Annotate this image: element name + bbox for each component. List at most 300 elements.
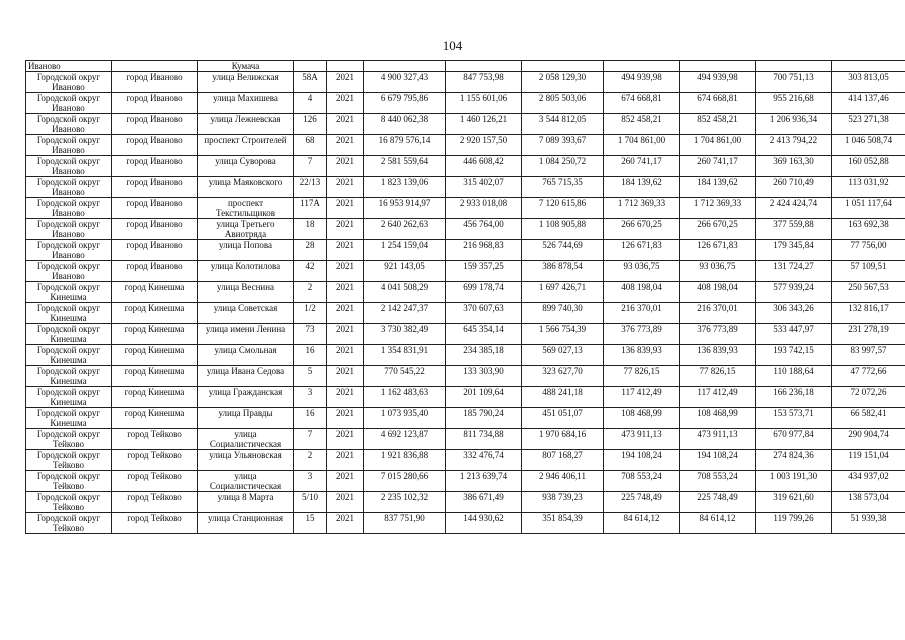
amount-cell: 1 051 117,64: [832, 198, 905, 219]
table-row: [26, 93, 905, 114]
municipality-cell: Городской округ Иваново: [26, 72, 112, 93]
total-cost-cell: 3 730 382,49: [364, 324, 446, 345]
amount-cell: 938 739,23: [522, 492, 604, 513]
amount-cell: 72 072,26: [832, 387, 905, 408]
amount-cell: 231 278,19: [832, 324, 905, 345]
amount-cell: 126 671,83: [604, 240, 680, 261]
amount-cell: 899 740,30: [522, 303, 604, 324]
house-number-cell: 7: [294, 429, 327, 450]
table-row: [26, 324, 905, 345]
year-cell: [327, 61, 364, 72]
amount-cell: 84 614,12: [680, 513, 756, 534]
amount-cell: 138 573,04: [832, 492, 905, 513]
house-number-cell: 22/13: [294, 177, 327, 198]
amount-cell: 290 904,74: [832, 429, 905, 450]
municipality-cell: Городской округ Кинешма: [26, 408, 112, 429]
amount-cell: 126 671,83: [680, 240, 756, 261]
amount-cell: 456 764,00: [446, 219, 522, 240]
street-cell: улица Станционная: [198, 513, 294, 534]
total-cost-cell: 8 440 062,38: [364, 114, 446, 135]
amount-cell: 260 741,17: [604, 156, 680, 177]
amount-cell: 163 692,38: [832, 219, 905, 240]
amount-cell: 473 911,13: [680, 429, 756, 450]
street-cell: улица Ульяновская: [198, 450, 294, 471]
house-number-cell: 2: [294, 282, 327, 303]
amount-cell: 699 178,74: [446, 282, 522, 303]
amount-cell: 2 805 503,06: [522, 93, 604, 114]
total-cost-cell: 1 073 935,40: [364, 408, 446, 429]
municipality-cell: Иваново: [26, 61, 112, 72]
municipality-cell: Городской округ Тейково: [26, 471, 112, 492]
settlement-cell: город Иваново: [112, 156, 198, 177]
total-cost-cell: 7 015 280,66: [364, 471, 446, 492]
table-row: [26, 219, 905, 240]
amount-cell: 2 424 424,74: [756, 198, 832, 219]
table-row: [26, 177, 905, 198]
total-cost-cell: 1 354 831,91: [364, 345, 446, 366]
street-cell: улица Попова: [198, 240, 294, 261]
amount-cell: 7 089 393,67: [522, 135, 604, 156]
settlement-cell: город Иваново: [112, 219, 198, 240]
amount-cell: 852 458,21: [680, 114, 756, 135]
amount-cell: 77 826,15: [680, 366, 756, 387]
amount-cell: 119 799,26: [756, 513, 832, 534]
year-cell: 2021: [327, 135, 364, 156]
street-cell: проспект Текстильщиков: [198, 198, 294, 219]
street-cell: улица Махишева: [198, 93, 294, 114]
table-row: [26, 450, 905, 471]
amount-cell: 216 370,01: [604, 303, 680, 324]
settlement-cell: город Иваново: [112, 177, 198, 198]
year-cell: 2021: [327, 282, 364, 303]
year-cell: 2021: [327, 114, 364, 135]
amount-cell: 645 354,14: [446, 324, 522, 345]
amount-cell: 434 937,02: [832, 471, 905, 492]
amount-cell: 84 614,12: [604, 513, 680, 534]
amount-cell: 1 460 126,21: [446, 114, 522, 135]
total-cost-cell: 770 545,22: [364, 366, 446, 387]
amount-cell: 533 447,97: [756, 324, 832, 345]
total-cost-cell: 16 879 576,14: [364, 135, 446, 156]
house-number-cell: 16: [294, 345, 327, 366]
house-number-cell: 18: [294, 219, 327, 240]
amount-cell: 408 198,04: [680, 282, 756, 303]
street-cell: проспект Строителей: [198, 135, 294, 156]
amount-cell: 47 772,66: [832, 366, 905, 387]
amount-cell: 370 607,63: [446, 303, 522, 324]
settlement-cell: город Кинешма: [112, 324, 198, 345]
municipality-cell: Городской округ Кинешма: [26, 366, 112, 387]
street-cell: улица Третьего Авиотряда: [198, 219, 294, 240]
table-row: [26, 261, 905, 282]
total-cost-cell: 16 953 914,97: [364, 198, 446, 219]
amount-cell: 193 742,15: [756, 345, 832, 366]
municipality-cell: Городской округ Кинешма: [26, 387, 112, 408]
total-cost-cell: 2 640 262,63: [364, 219, 446, 240]
settlement-cell: город Иваново: [112, 198, 198, 219]
amount-cell: 225 748,49: [680, 492, 756, 513]
amount-cell: 1 003 191,30: [756, 471, 832, 492]
settlement-cell: город Кинешма: [112, 345, 198, 366]
amount-cell: 377 559,88: [756, 219, 832, 240]
amount-cell: 274 824,36: [756, 450, 832, 471]
amount-cell: 131 724,27: [756, 261, 832, 282]
amount-cell: 708 553,24: [680, 471, 756, 492]
total-cost-cell: 4 041 508,29: [364, 282, 446, 303]
amount-cell: 2 933 018,08: [446, 198, 522, 219]
amount-cell: 166 236,18: [756, 387, 832, 408]
amount-cell: 57 109,51: [832, 261, 905, 282]
municipality-cell: Городской округ Иваново: [26, 219, 112, 240]
municipality-cell: Городской округ Кинешма: [26, 324, 112, 345]
year-cell: 2021: [327, 72, 364, 93]
amount-cell: 93 036,75: [680, 261, 756, 282]
house-number-cell: 15: [294, 513, 327, 534]
amount-cell: 250 567,53: [832, 282, 905, 303]
house-number-cell: 126: [294, 114, 327, 135]
house-number-cell: 58А: [294, 72, 327, 93]
settlement-cell: город Иваново: [112, 93, 198, 114]
municipality-cell: Городской округ Кинешма: [26, 345, 112, 366]
amount-cell: 110 188,64: [756, 366, 832, 387]
street-cell: улица имени Ленина: [198, 324, 294, 345]
municipality-cell: Городской округ Тейково: [26, 429, 112, 450]
settlement-cell: город Иваново: [112, 114, 198, 135]
amount-cell: 136 839,93: [680, 345, 756, 366]
table-row: [26, 240, 905, 261]
year-cell: 2021: [327, 93, 364, 114]
amount-cell: 414 137,46: [832, 93, 905, 114]
house-number-cell: 5/10: [294, 492, 327, 513]
amount-cell: 51 939,38: [832, 513, 905, 534]
amount-cell: 1 712 369,33: [680, 198, 756, 219]
house-number-cell: 7: [294, 156, 327, 177]
table-row: [26, 156, 905, 177]
settlement-cell: город Иваново: [112, 240, 198, 261]
amount-cell: 77 756,00: [832, 240, 905, 261]
amount-cell: 108 468,99: [680, 408, 756, 429]
amount-cell: 117 412,49: [604, 387, 680, 408]
settlement-cell: город Кинешма: [112, 387, 198, 408]
amount-cell: 234 385,18: [446, 345, 522, 366]
year-cell: 2021: [327, 408, 364, 429]
table-row: [26, 345, 905, 366]
amount-cell: 674 668,81: [680, 93, 756, 114]
year-cell: 2021: [327, 366, 364, 387]
total-cost-cell: 1 254 159,04: [364, 240, 446, 261]
amount-cell: 708 553,24: [604, 471, 680, 492]
amount-cell: 159 357,25: [446, 261, 522, 282]
amount-cell: 526 744,69: [522, 240, 604, 261]
house-number-cell: 1/2: [294, 303, 327, 324]
street-cell: улица 8 Марта: [198, 492, 294, 513]
total-cost-cell: 2 142 247,37: [364, 303, 446, 324]
amount-cell: 1 206 936,34: [756, 114, 832, 135]
amount-cell: 1 697 426,71: [522, 282, 604, 303]
table-row: [26, 282, 905, 303]
amount-cell: 77 826,15: [604, 366, 680, 387]
year-cell: 2021: [327, 345, 364, 366]
amount-cell: 2 946 406,11: [522, 471, 604, 492]
amount-cell: [680, 61, 756, 72]
street-cell: улица Смольная: [198, 345, 294, 366]
amount-cell: 315 402,07: [446, 177, 522, 198]
settlement-cell: [112, 61, 198, 72]
amount-cell: 7 120 615,86: [522, 198, 604, 219]
amount-cell: 133 303,90: [446, 366, 522, 387]
amount-cell: 700 751,13: [756, 72, 832, 93]
street-cell: улица Лежневская: [198, 114, 294, 135]
table-row: [26, 61, 905, 72]
amount-cell: [522, 61, 604, 72]
house-number-cell: 73: [294, 324, 327, 345]
settlement-cell: город Иваново: [112, 261, 198, 282]
street-cell: улица Социалистическая: [198, 471, 294, 492]
amount-cell: 852 458,21: [604, 114, 680, 135]
amount-cell: 119 151,04: [832, 450, 905, 471]
page-number: 104: [442, 38, 463, 53]
amount-cell: 184 139,62: [604, 177, 680, 198]
municipality-cell: Городской округ Иваново: [26, 114, 112, 135]
table-row: [26, 513, 905, 534]
amount-cell: 194 108,24: [604, 450, 680, 471]
table-row: [26, 387, 905, 408]
municipality-cell: Городской округ Иваново: [26, 177, 112, 198]
settlement-cell: город Кинешма: [112, 303, 198, 324]
settlement-cell: город Иваново: [112, 72, 198, 93]
amount-cell: 1 108 905,88: [522, 219, 604, 240]
amount-cell: 266 670,25: [680, 219, 756, 240]
settlement-cell: город Кинешма: [112, 282, 198, 303]
amount-cell: 225 748,49: [604, 492, 680, 513]
municipality-cell: Городской округ Иваново: [26, 93, 112, 114]
year-cell: 2021: [327, 261, 364, 282]
municipality-cell: Городской округ Кинешма: [26, 282, 112, 303]
house-number-cell: 16: [294, 408, 327, 429]
amount-cell: 811 734,88: [446, 429, 522, 450]
amount-cell: 332 476,74: [446, 450, 522, 471]
amount-cell: 376 773,89: [604, 324, 680, 345]
municipality-cell: Городской округ Тейково: [26, 513, 112, 534]
amount-cell: 473 911,13: [604, 429, 680, 450]
amount-cell: 306 343,26: [756, 303, 832, 324]
amount-cell: 386 878,54: [522, 261, 604, 282]
amount-cell: 955 216,68: [756, 93, 832, 114]
amount-cell: 494 939,98: [604, 72, 680, 93]
total-cost-cell: 4 900 327,43: [364, 72, 446, 93]
year-cell: 2021: [327, 198, 364, 219]
year-cell: 2021: [327, 387, 364, 408]
total-cost-cell: 2 581 559,64: [364, 156, 446, 177]
amount-cell: 494 939,98: [680, 72, 756, 93]
year-cell: 2021: [327, 429, 364, 450]
house-number-cell: 117А: [294, 198, 327, 219]
total-cost-cell: 2 235 102,32: [364, 492, 446, 513]
year-cell: 2021: [327, 240, 364, 261]
settlement-cell: город Тейково: [112, 471, 198, 492]
amount-cell: 2 058 129,30: [522, 72, 604, 93]
amount-cell: 523 271,38: [832, 114, 905, 135]
year-cell: 2021: [327, 219, 364, 240]
house-number-cell: 3: [294, 387, 327, 408]
amount-cell: 577 939,24: [756, 282, 832, 303]
amount-cell: 1 566 754,39: [522, 324, 604, 345]
amount-cell: 408 198,04: [604, 282, 680, 303]
amount-cell: 847 753,98: [446, 72, 522, 93]
amount-cell: 1 704 861,00: [680, 135, 756, 156]
table-row: [26, 492, 905, 513]
total-cost-cell: 6 679 795,86: [364, 93, 446, 114]
amount-cell: 108 468,99: [604, 408, 680, 429]
settlement-cell: город Тейково: [112, 429, 198, 450]
street-cell: улица Советская: [198, 303, 294, 324]
amount-cell: 184 139,62: [680, 177, 756, 198]
amount-cell: 670 977,84: [756, 429, 832, 450]
table-row: [26, 72, 905, 93]
street-cell: улица Гражданская: [198, 387, 294, 408]
amount-cell: 201 109,64: [446, 387, 522, 408]
amount-cell: 1 084 250,72: [522, 156, 604, 177]
total-cost-cell: 921 143,05: [364, 261, 446, 282]
year-cell: 2021: [327, 156, 364, 177]
municipality-cell: Городской округ Иваново: [26, 261, 112, 282]
amount-cell: 1 213 639,74: [446, 471, 522, 492]
amount-cell: 1 046 508,74: [832, 135, 905, 156]
table-row: [26, 135, 905, 156]
municipality-cell: Городской округ Иваново: [26, 135, 112, 156]
street-cell: улица Ивана Седова: [198, 366, 294, 387]
amount-cell: 674 668,81: [604, 93, 680, 114]
settlement-cell: город Тейково: [112, 513, 198, 534]
street-cell: улица Маяковского: [198, 177, 294, 198]
house-number-cell: 42: [294, 261, 327, 282]
year-cell: 2021: [327, 450, 364, 471]
amount-cell: 153 573,71: [756, 408, 832, 429]
amount-cell: 260 710,49: [756, 177, 832, 198]
amount-cell: 319 621,60: [756, 492, 832, 513]
amount-cell: 446 608,42: [446, 156, 522, 177]
settlement-cell: город Кинешма: [112, 366, 198, 387]
amount-cell: 386 671,49: [446, 492, 522, 513]
table-row: [26, 303, 905, 324]
year-cell: 2021: [327, 513, 364, 534]
amount-cell: 303 813,05: [832, 72, 905, 93]
amount-cell: 160 052,88: [832, 156, 905, 177]
amount-cell: 93 036,75: [604, 261, 680, 282]
municipality-cell: Городской округ Тейково: [26, 450, 112, 471]
municipality-cell: Городской округ Иваново: [26, 240, 112, 261]
amount-cell: 216 370,01: [680, 303, 756, 324]
amount-cell: 144 930,62: [446, 513, 522, 534]
amount-cell: 569 027,13: [522, 345, 604, 366]
repair-cost-table: [25, 60, 905, 534]
house-number-cell: 28: [294, 240, 327, 261]
amount-cell: 194 108,24: [680, 450, 756, 471]
amount-cell: [604, 61, 680, 72]
amount-cell: 488 241,18: [522, 387, 604, 408]
amount-cell: 765 715,35: [522, 177, 604, 198]
settlement-cell: город Тейково: [112, 450, 198, 471]
settlement-cell: город Кинешма: [112, 408, 198, 429]
year-cell: 2021: [327, 492, 364, 513]
amount-cell: 179 345,84: [756, 240, 832, 261]
street-cell: улица Колотилова: [198, 261, 294, 282]
street-cell: улица Суворова: [198, 156, 294, 177]
settlement-cell: город Тейково: [112, 492, 198, 513]
amount-cell: 117 412,49: [680, 387, 756, 408]
amount-cell: 807 168,27: [522, 450, 604, 471]
street-cell: улица Веснина: [198, 282, 294, 303]
amount-cell: 351 854,39: [522, 513, 604, 534]
amount-cell: 376 773,89: [680, 324, 756, 345]
house-number-cell: 5: [294, 366, 327, 387]
year-cell: 2021: [327, 303, 364, 324]
amount-cell: 2 920 157,50: [446, 135, 522, 156]
amount-cell: 113 031,92: [832, 177, 905, 198]
amount-cell: 1 704 861,00: [604, 135, 680, 156]
street-cell: улица Социалистическая: [198, 429, 294, 450]
house-number-cell: 2: [294, 450, 327, 471]
amount-cell: 451 051,07: [522, 408, 604, 429]
house-number-cell: 68: [294, 135, 327, 156]
municipality-cell: Городской округ Иваново: [26, 198, 112, 219]
table-row: [26, 408, 905, 429]
amount-cell: 3 544 812,05: [522, 114, 604, 135]
amount-cell: 266 670,25: [604, 219, 680, 240]
house-number-cell: [294, 61, 327, 72]
table-row: [26, 471, 905, 492]
table-row: [26, 429, 905, 450]
amount-cell: 1 970 684,16: [522, 429, 604, 450]
amount-cell: [756, 61, 832, 72]
year-cell: 2021: [327, 324, 364, 345]
year-cell: 2021: [327, 471, 364, 492]
amount-cell: 83 997,57: [832, 345, 905, 366]
amount-cell: 2 413 794,22: [756, 135, 832, 156]
street-cell: улица Правды: [198, 408, 294, 429]
amount-cell: 1 155 601,06: [446, 93, 522, 114]
table-row: [26, 366, 905, 387]
municipality-cell: Городской округ Кинешма: [26, 303, 112, 324]
total-cost-cell: 1 823 139,06: [364, 177, 446, 198]
amount-cell: [364, 61, 446, 72]
house-number-cell: 4: [294, 93, 327, 114]
total-cost-cell: 4 692 123,87: [364, 429, 446, 450]
street-cell: улица Велижская: [198, 72, 294, 93]
amount-cell: [446, 61, 522, 72]
amount-cell: 260 741,17: [680, 156, 756, 177]
table-row: [26, 114, 905, 135]
total-cost-cell: 1 921 836,88: [364, 450, 446, 471]
amount-cell: 132 816,17: [832, 303, 905, 324]
amount-cell: 1 712 369,33: [604, 198, 680, 219]
amount-cell: 66 582,41: [832, 408, 905, 429]
settlement-cell: город Иваново: [112, 135, 198, 156]
municipality-cell: Городской округ Тейково: [26, 492, 112, 513]
total-cost-cell: 1 162 483,63: [364, 387, 446, 408]
amount-cell: 369 163,30: [756, 156, 832, 177]
amount-cell: [832, 61, 905, 72]
amount-cell: 216 968,83: [446, 240, 522, 261]
total-cost-cell: 837 751,90: [364, 513, 446, 534]
year-cell: 2021: [327, 177, 364, 198]
municipality-cell: Городской округ Иваново: [26, 156, 112, 177]
table-row: [26, 198, 905, 219]
house-number-cell: 3: [294, 471, 327, 492]
amount-cell: 323 627,70: [522, 366, 604, 387]
amount-cell: 136 839,93: [604, 345, 680, 366]
street-cell: Кумача: [198, 61, 294, 72]
